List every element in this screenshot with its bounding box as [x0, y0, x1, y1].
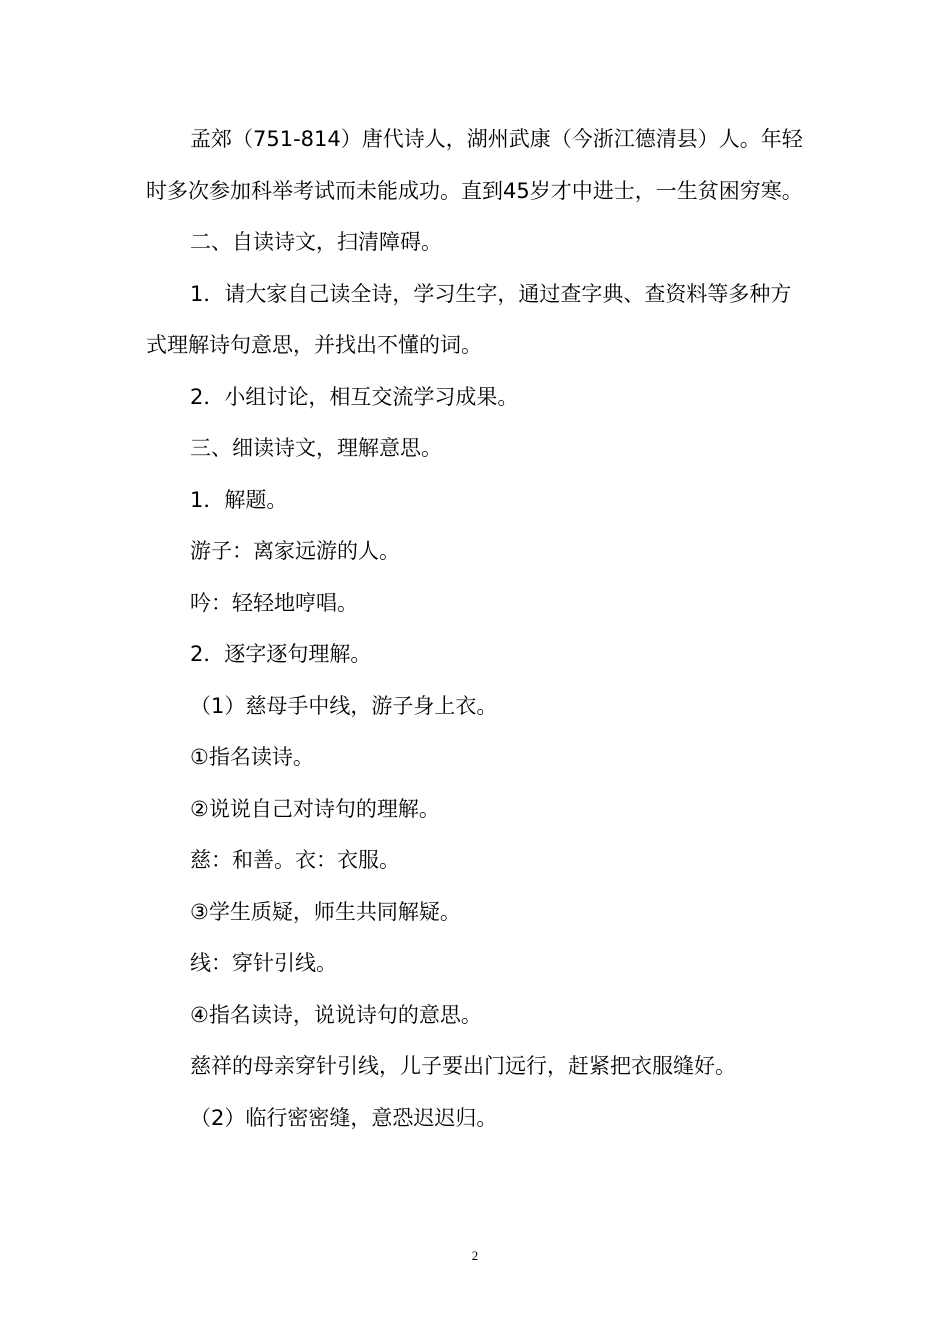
- activity-questions: ③学生质疑，师生共同解疑。: [190, 899, 461, 924]
- activity-read-and-explain: ④指名读诗，说说诗句的意思。: [190, 1002, 482, 1027]
- poem-line-2: （2）临行密密缝，意恐迟迟归。: [190, 1105, 498, 1130]
- step-read-whole-poem: 1．请大家自己读全诗，学习生字，通过查字典、查资料等多种方式理解诗句意思，并找出不懂的词。: [146, 281, 792, 357]
- definition-ci-yi: 慈：和善。衣：衣服。: [190, 848, 400, 872]
- definition-youzi: 游子：离家远游的人。: [190, 539, 400, 563]
- section-heading-close-reading: 三、细读诗文，理解意思。: [190, 436, 442, 460]
- poem-line-1: （1）慈母手中线，游子身上衣。: [190, 693, 498, 718]
- activity-read-poem: ①指名读诗。: [190, 745, 314, 769]
- definition-yin: 吟：轻轻地哼唱。: [190, 590, 358, 615]
- activity-explain-understanding: ②说说自己对诗句的理解。: [190, 796, 440, 821]
- step-line-by-line: 2．逐字逐句理解。: [190, 642, 372, 666]
- author-intro-paragraph: 孟郊（751-814）唐代诗人，湖州武康（今浙江德清县）人。年轻时多次参加科举考试而未能成功。直到45岁才中进士，一生贫困穷寒。: [146, 127, 803, 203]
- definition-xian: 线：穿针引线。: [190, 951, 337, 975]
- step-explain-title: 1．解题。: [190, 487, 288, 512]
- section-heading-self-reading: 二、自读诗文，扫清障碍。: [190, 230, 442, 254]
- page-number: 2: [471, 1248, 479, 1263]
- document-body: [146, 114, 806, 1144]
- step-group-discussion: 2．小组讨论，相互交流学习成果。: [190, 384, 519, 409]
- line-1-meaning: 慈祥的母亲穿针引线，儿子要出门远行，赶紧把衣服缝好。: [190, 1054, 736, 1078]
